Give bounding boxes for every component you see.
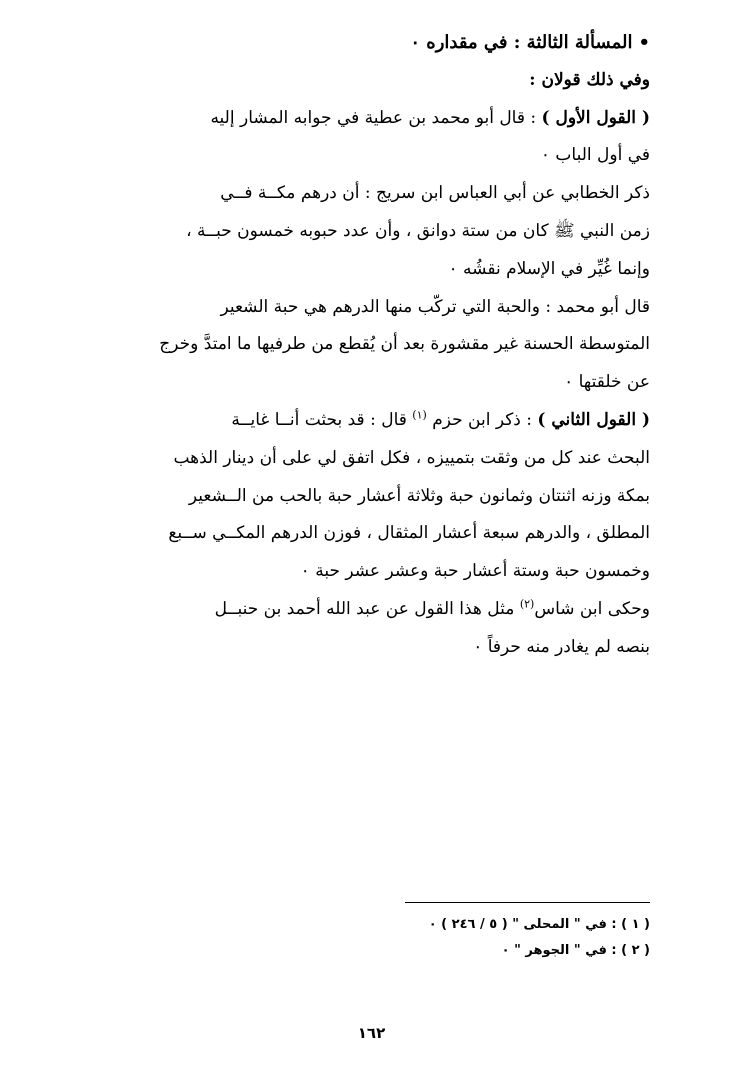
paragraph-1-line-2: زمن النبي ﷺ كان من ستة دوانق ، وأن عدد حبوبه خمسون حبــة ، <box>186 220 650 241</box>
footnotes <box>400 912 650 964</box>
second-opinion-line-2: البحث عند كل من وثقت بتمييزه ، فكل اتفق لي على أن دينار الذهب <box>173 447 650 468</box>
section-heading <box>110 24 650 62</box>
first-opinion-line-2: في أول الباب ٠ <box>540 145 650 166</box>
paragraph-3-text-b: مثل هذا القول عن عبد الله أحمد بن حنبــل <box>214 598 520 619</box>
section-heading-text: المسألة الثالثة : في مقداره ٠ <box>410 32 633 53</box>
footnote-divider <box>405 902 650 903</box>
page-number: ١٦٢ <box>357 1024 386 1042</box>
footnote-2: ( ٢ ) : في " الجوهر " ٠ <box>501 943 650 958</box>
second-opinion-text-a: : ذكر ابن حزم <box>426 409 538 430</box>
paragraph-3-line-1 <box>110 591 650 629</box>
paragraph-1-line-1: ذكر الخطابي عن أبي العباس ابن سريج : أن درهم مكــة فــي <box>220 183 650 204</box>
bullet-icon: • <box>638 32 650 53</box>
footnote-marker-1: (١) <box>412 408 427 422</box>
first-opinion-text: : قال أبو محمد بن عطية في جوابه المشار إليه <box>210 107 542 128</box>
footnote-1: ( ١ ) : في " المحلى " ( ٥ / ٢٤٦ ) ٠ <box>428 917 650 932</box>
second-opinion-label: ( القول الثاني ) <box>537 409 650 430</box>
paragraph-3-text-a: وحكى ابن شاس <box>534 598 650 619</box>
intro-line: وفي ذلك قولان : <box>529 69 650 90</box>
first-opinion-line-1 <box>110 100 650 138</box>
second-opinion-line-5: وخمسون حبة وستة أعشار حبة وعشر عشر حبة ٠ <box>300 561 650 582</box>
paragraph-3-line-2: بنصه لم يغادر منه حرفاً ٠ <box>473 636 650 657</box>
first-opinion-label: ( القول الأول ) <box>541 107 650 128</box>
second-opinion-line-1 <box>110 402 650 440</box>
footnote-marker-2: (٢) <box>519 597 535 611</box>
main-text <box>110 24 650 667</box>
paragraph-1-line-3: وإنما غُيِّر في الإسلام نقشُه ٠ <box>448 258 650 279</box>
paragraph-2-line-2: المتوسطة الحسنة غير مقشورة بعد أن يُقطع من طرفيها ما امتدَّ وخرج <box>159 334 650 355</box>
second-opinion-text-b: قال : قد بحثت أنــا غايــة <box>231 409 413 430</box>
second-opinion-line-3: بمكة وزنه اثنتان وثمانون حبة وثلاثة أعشار حبة بالحب من الــشعير <box>188 485 650 506</box>
paragraph-2-line-3: عن خلقتها ٠ <box>564 372 650 393</box>
second-opinion-line-4: المطلق ، والدرهم سبعة أعشار المثقال ، فوزن الدرهم المكــي ســبع <box>168 523 650 544</box>
paragraph-2-line-1: قال أبو محمد : والحبة التي تركّب منها الدرهم هي حبة الشعير <box>220 296 650 317</box>
